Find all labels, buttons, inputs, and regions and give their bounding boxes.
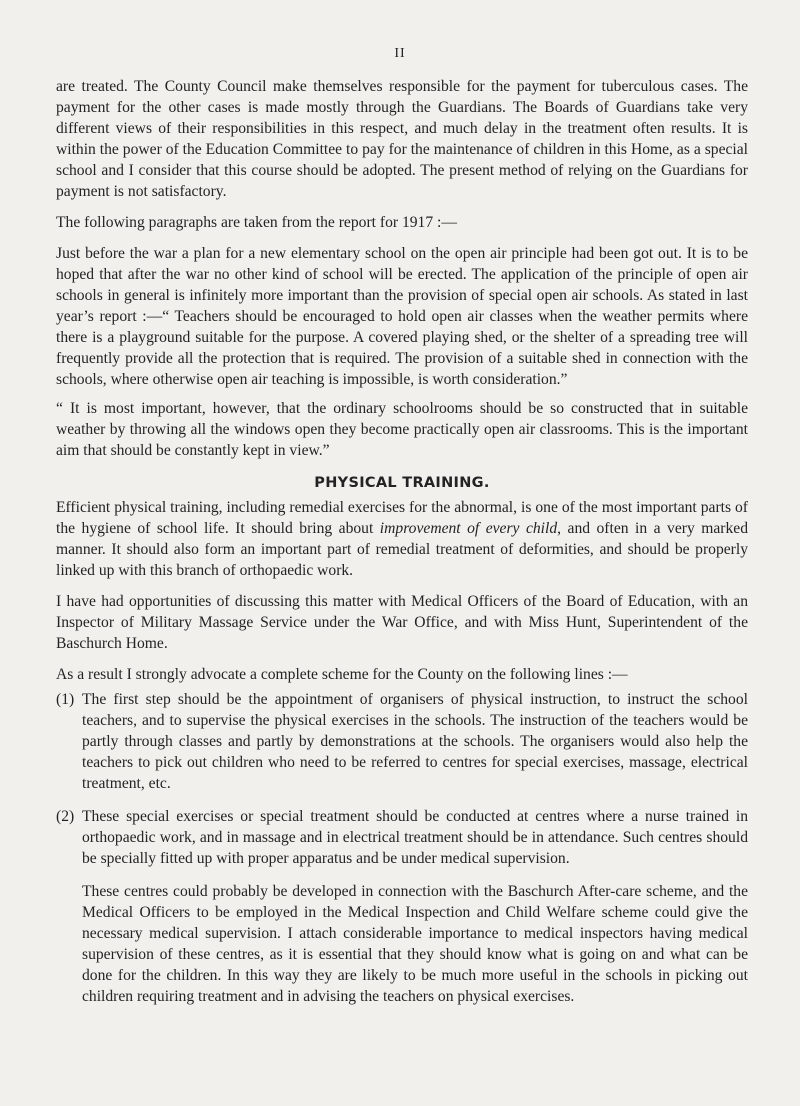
paragraph-centres: These centres could probably be developed in connection with the Baschurch After-care scheme, and the Medical Officers to be employed in the Medical Inspection and Child Welfare scheme could give the necessary medical supervision. I attach considerable importance to medical inspectors having medical supervision of these centres, as it is essential that they should know what is going on and what can be done for the children. In this way they are likely to be much more useful in the schools in picking out children requiring treatment and in advising the teachers on physical exercises.	[82, 883, 748, 1005]
paragraph-text-start: Efficient physical training, including remedial exercises for the abnormal, is one of the most important parts of the hygiene of school life. It should bring about	[56, 499, 748, 537]
section-heading: PHYSICAL TRAINING.	[314, 475, 490, 491]
page-content	[56, 76, 748, 1007]
page-number: II	[394, 46, 406, 61]
paragraph-payment: are treated. The County Council make themselves responsible for the payment for tuberculous cases. The payment for the other cases is made mostly through the Guardians. The Boards of Guardians take very different views of their responsibilities in this respect, and much delay in the treatment often results. It is within the power of the Education Committee to pay for the maintenance of children in this Home, as a special school and I consider that this course should be adopted. The present method of relying on the Guardians for payment is not satisfactory.	[56, 78, 748, 200]
list-item-text: These special exercises or special treatment should be conducted at centres where a nurse trained in orthopaedic work, and in massage and in electrical treatment should be in attendance. Such centres should be specially fitted up with proper apparatus and be under medical supervision.	[82, 808, 748, 867]
paragraph-physical-training	[56, 497, 748, 581]
list-item-text: The first step should be the appointment of organisers of physical instruction, to instruct the school teachers, and to supervise the physical exercises in the schools. The instruction of the teachers would be partly through classes and partly by demonstrations at the schools. The organisers would also help the teachers to pick out children who need to be referred to centres for special exercises, massage, electrical treatment, etc.	[82, 691, 748, 792]
list-item-number: (2)	[56, 808, 75, 825]
paragraph-discussions: I have had opportunities of discussing this matter with Medical Officers of the Board of Education, with an Inspector of Military Massage Service under the War Office, and with Miss Hunt, Superintendent of the Baschurch Home.	[56, 593, 748, 652]
paragraph-schoolrooms: “ It is most important, however, that the ordinary schoolrooms should be so constructed that in suitable weather by throwing all the windows open they become practically open air classrooms. This is the important aim that should be constantly kept in view.”	[56, 400, 748, 459]
paragraph-scheme-intro: As a result I strongly advocate a complete scheme for the County on the following lines :—	[56, 666, 628, 683]
paragraph-open-air-schools: Just before the war a plan for a new elementary school on the open air principle had been got out. It is to be hoped that after the war no other kind of school will be erected. The application of the principle of open air schools in general is infinitely more important than the provision of special open air schools. As stated in last year’s report :—“ Teachers should be encouraged to hold open air classes when the weather permits where there is a playground suitable for the purpose. A covered playing shed, or the shelter of a spreading tree will frequently provide all the protection that is required. The provision of a suitable shed in connection with the schools, where otherwise open air teaching is impossible, is worth consideration.”	[56, 245, 748, 388]
emphasis-text: improvement of every child	[379, 520, 558, 537]
list-item-number: (1)	[56, 691, 75, 708]
paragraph-report-intro: The following paragraphs are taken from the report for 1917 :—	[56, 214, 457, 231]
paragraph-text-end: , and often in a very marked manner. It should also form an important part of remedial treatment of deformities, and should be properly linked up with this branch of orthopaedic work.	[56, 520, 748, 579]
list-item	[56, 689, 748, 794]
list-item	[56, 806, 748, 869]
